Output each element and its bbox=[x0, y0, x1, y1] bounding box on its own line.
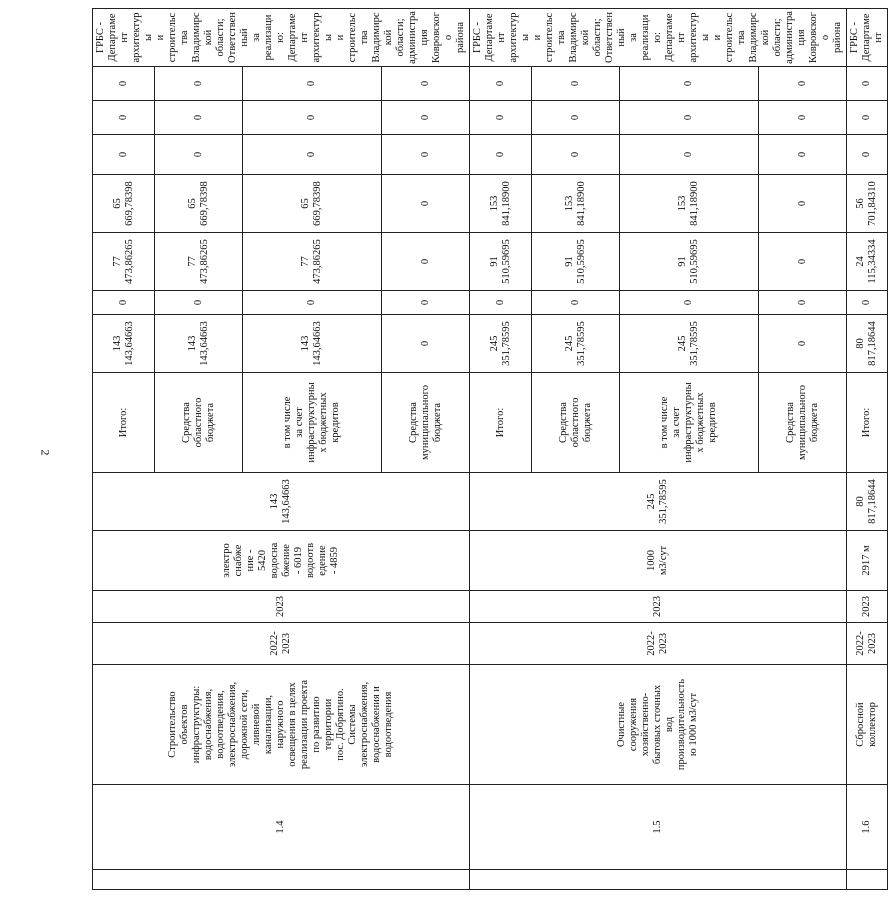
funding-value: 0 bbox=[242, 101, 381, 135]
object-name: Строительство объектов инфраструктуры: водоснабжения, водоотведения, электроснабжения, дорожной сети, ливневой канализации, наружного освещения в целях реализации проекта по развитию территории пос. Добрятино. Системы электроснабжения, водоснабжения и водоотведения bbox=[93, 665, 470, 785]
responsible-body: ГРБС - Департамент bbox=[847, 9, 888, 67]
funding-value: 0 bbox=[155, 101, 243, 135]
funding-value: 0 bbox=[759, 101, 847, 135]
funding-value: 0 bbox=[619, 67, 758, 101]
funding-value: 24 115,34334 bbox=[847, 233, 888, 291]
capacity: электро снабже ние - 5420 водосна бжение - 6019 водоотв едение - 4859 bbox=[93, 531, 470, 591]
funding-total: 143 143,64663 bbox=[242, 315, 381, 373]
funding-value: 0 bbox=[93, 135, 155, 175]
year: 2023 bbox=[847, 591, 888, 623]
funding-total: 245 351,78595 bbox=[532, 315, 620, 373]
table-row bbox=[470, 9, 532, 890]
funding-value: 0 bbox=[847, 135, 888, 175]
row-number: 1.6 bbox=[847, 785, 888, 870]
funding-value: 0 bbox=[532, 101, 620, 135]
funding-value: 0 bbox=[470, 135, 532, 175]
year: 2023 bbox=[470, 591, 847, 623]
capacity: 2917 м bbox=[847, 531, 888, 591]
funding-source: Средства областного бюджета bbox=[532, 373, 620, 473]
funding-value: 0 bbox=[242, 67, 381, 101]
funding-value: 0 bbox=[470, 67, 532, 101]
funding-total: 80 817,18644 bbox=[847, 315, 888, 373]
funding-source: Итого: bbox=[847, 373, 888, 473]
funding-value: 0 bbox=[847, 291, 888, 315]
funding-value: 91 510,59695 bbox=[619, 233, 758, 291]
funding-source: в том числе за счет инфраструктурны х бюджетных кредитов bbox=[242, 373, 381, 473]
funding-value: 0 bbox=[93, 101, 155, 135]
estimated-cost: 245 351,78595 bbox=[470, 473, 847, 531]
funding-value: 0 bbox=[382, 135, 470, 175]
rotated-page bbox=[92, 10, 884, 890]
funding-source: Итого: bbox=[93, 373, 155, 473]
funding-value: 0 bbox=[759, 175, 847, 233]
funding-value: 77 473,86265 bbox=[93, 233, 155, 291]
row-number: 1.5 bbox=[470, 785, 847, 870]
funding-value: 77 473,86265 bbox=[242, 233, 381, 291]
funding-value: 77 473,86265 bbox=[155, 233, 243, 291]
funding-value: 0 bbox=[532, 135, 620, 175]
funding-total: 0 bbox=[382, 315, 470, 373]
responsible-body: ГРБС - Департамент архитектуры и строительства Владимирской области; Ответственный за реализацию: Департамент архитектуры и строительства Владимирской области; администрация Ковровского района bbox=[470, 9, 847, 67]
funding-value: 0 bbox=[155, 291, 243, 315]
funding-value: 0 bbox=[242, 135, 381, 175]
program-table bbox=[92, 8, 888, 890]
funding-value: 153 841,18900 bbox=[532, 175, 620, 233]
funding-value: 0 bbox=[619, 291, 758, 315]
funding-total: 143 143,64663 bbox=[155, 315, 243, 373]
funding-total: 245 351,78595 bbox=[619, 315, 758, 373]
funding-value: 0 bbox=[382, 101, 470, 135]
funding-value: 153 841,18900 bbox=[619, 175, 758, 233]
object-name: Очистные сооружения хозяйственно- бытовых сточных вод производительность ю 1000 м3/сут bbox=[470, 665, 847, 785]
funding-source: в том числе за счет инфраструктурны х бюджетных кредитов bbox=[619, 373, 758, 473]
responsible-body: ГРБС - Департамент архитектуры и строительства Владимирской области; Ответственный за реализацию: Департамент архитектуры и строительства Владимирской области; администрация Ковровского района bbox=[93, 9, 470, 67]
funding-value: 0 bbox=[470, 291, 532, 315]
funding-value: 65 669,78398 bbox=[155, 175, 243, 233]
table-row bbox=[93, 9, 155, 890]
funding-source: Средства муниципального бюджета bbox=[759, 373, 847, 473]
funding-total: 0 bbox=[759, 315, 847, 373]
funding-value: 0 bbox=[847, 67, 888, 101]
funding-value: 0 bbox=[759, 135, 847, 175]
funding-value: 153 841,18900 bbox=[470, 175, 532, 233]
year: 2023 bbox=[93, 591, 470, 623]
row-number: 1.4 bbox=[93, 785, 470, 870]
funding-value: 0 bbox=[619, 101, 758, 135]
funding-value: 0 bbox=[382, 233, 470, 291]
period: 2022- 2023 bbox=[847, 623, 888, 665]
funding-value: 65 669,78398 bbox=[93, 175, 155, 233]
funding-source: Средства муниципального бюджета bbox=[382, 373, 470, 473]
funding-value: 0 bbox=[847, 101, 888, 135]
funding-value: 0 bbox=[155, 135, 243, 175]
funding-total: 245 351,78595 bbox=[470, 315, 532, 373]
funding-value: 0 bbox=[155, 67, 243, 101]
funding-value: 91 510,59695 bbox=[532, 233, 620, 291]
funding-value: 0 bbox=[470, 101, 532, 135]
funding-value: 0 bbox=[759, 67, 847, 101]
funding-source: Итого: bbox=[470, 373, 532, 473]
funding-value: 56 701,84310 bbox=[847, 175, 888, 233]
funding-value: 0 bbox=[382, 67, 470, 101]
estimated-cost: 80 817,18644 bbox=[847, 473, 888, 531]
funding-value: 0 bbox=[532, 291, 620, 315]
estimated-cost: 143 143,64663 bbox=[93, 473, 470, 531]
page-number: 2 bbox=[38, 449, 53, 456]
table-row bbox=[847, 9, 888, 890]
funding-total: 143 143,64663 bbox=[93, 315, 155, 373]
funding-source: Средства областного бюджета bbox=[155, 373, 243, 473]
funding-value: 0 bbox=[759, 291, 847, 315]
period: 2022- 2023 bbox=[93, 623, 470, 665]
funding-value: 0 bbox=[759, 233, 847, 291]
funding-value: 0 bbox=[242, 291, 381, 315]
funding-value: 0 bbox=[93, 67, 155, 101]
funding-value: 91 510,59695 bbox=[470, 233, 532, 291]
funding-value: 0 bbox=[93, 291, 155, 315]
funding-value: 0 bbox=[382, 175, 470, 233]
funding-value: 65 669,78398 bbox=[242, 175, 381, 233]
object-name: Сбросной коллектор bbox=[847, 665, 888, 785]
funding-value: 0 bbox=[532, 67, 620, 101]
period: 2022- 2023 bbox=[470, 623, 847, 665]
funding-value: 0 bbox=[619, 135, 758, 175]
capacity: 1000 м3/сут bbox=[470, 531, 847, 591]
funding-value: 0 bbox=[382, 291, 470, 315]
